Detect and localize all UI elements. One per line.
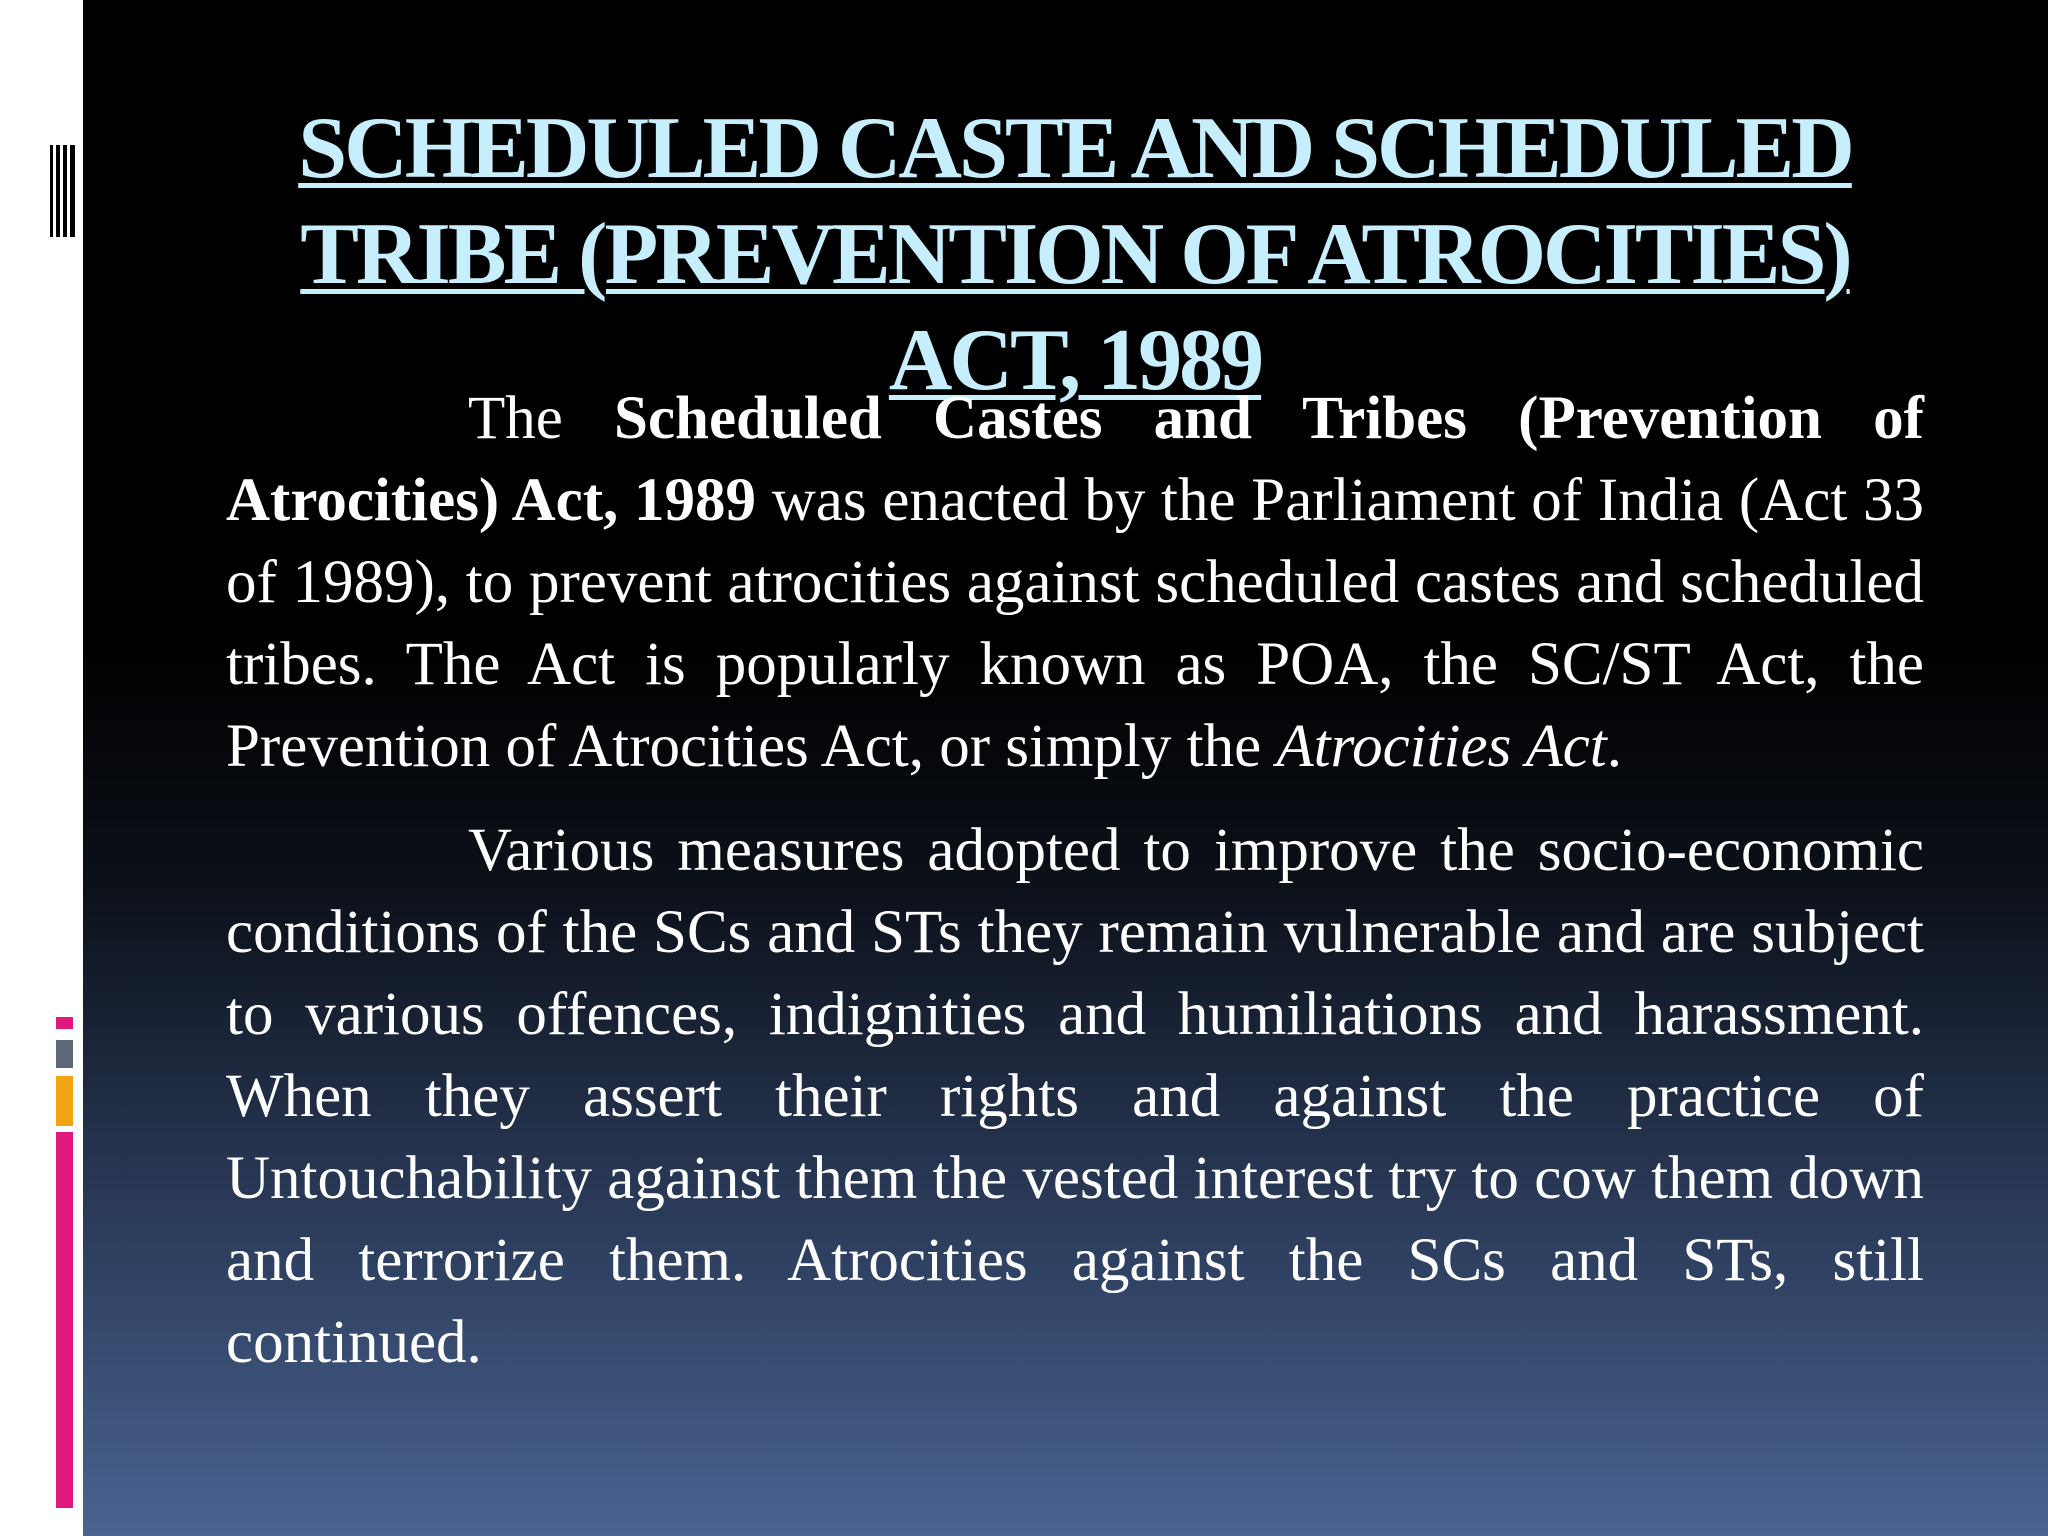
- paragraph-measures: Various measures adopted to improve the socio-economic conditions of the SCs and STs they remain vulnerable and are subject to various offences, indignities and humiliations and harassment. When they assert their rights and against the practice of Untouchability against them the vested interest try to cow them down and terrorize them. Atrocities against the SCs and STs, still continued.: [226, 817, 1924, 1376]
- intro-middle: was enacted by the Parliament of India (Act 33 of 1989), to prevent atrocities against scheduled castes and scheduled tribes. The Act is popularly known as POA, the SC/ST Act, the Prevention of Atrocities Act, or simply the: [226, 467, 1924, 780]
- paragraph-act-intro: [226, 378, 1924, 788]
- slide-title: SCHEDULED CASTE AND SCHEDULED TRIBE (PREVENTION OF ATROCITIES) ACT, 1989: [298, 100, 1852, 409]
- slide-body: [226, 378, 1924, 1384]
- intro-end: .: [1606, 713, 1623, 780]
- accent-bar-slate: [56, 1040, 73, 1068]
- act-name-bold: Scheduled Castes and Tribes (Prevention of Atrocities) Act, 1989: [226, 385, 1924, 534]
- intro-lead: The: [468, 385, 615, 452]
- act-name-italic: Atrocities Act: [1276, 713, 1607, 780]
- accent-bar-magenta: [56, 1132, 73, 1508]
- accent-bar-magenta-small: [56, 1017, 73, 1029]
- accent-bar-orange: [56, 1076, 73, 1126]
- decorative-bars-top: [50, 145, 84, 237]
